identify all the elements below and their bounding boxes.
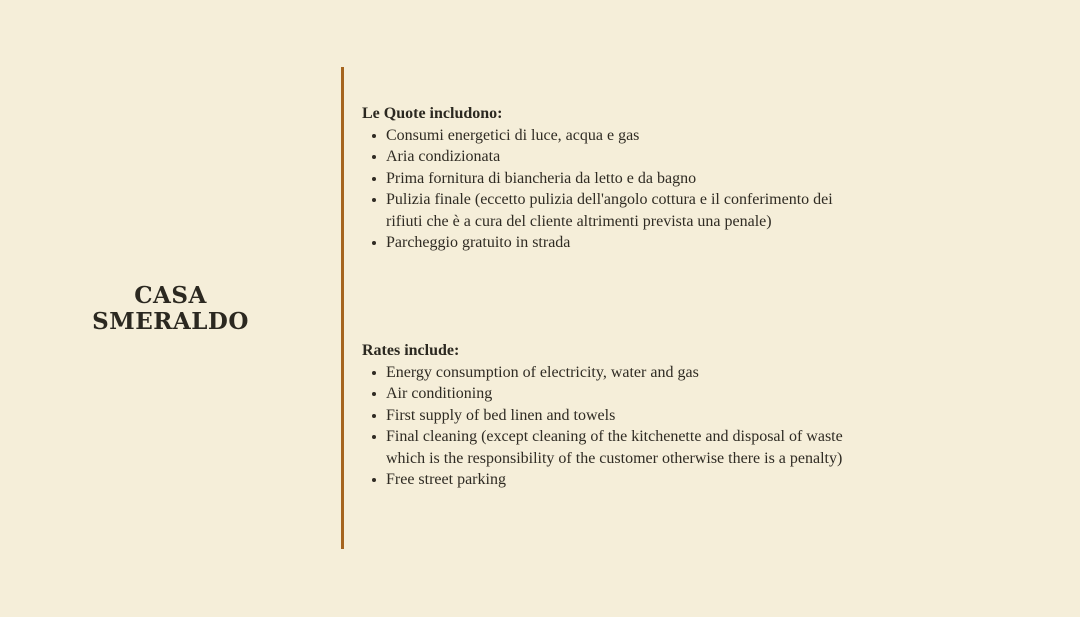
list-item: Free street parking (386, 469, 844, 491)
list-item: Prima fornitura di biancheria da letto e da bagno (386, 168, 844, 190)
list-item: Air conditioning (386, 383, 844, 405)
list-item: Consumi energetici di luce, acqua e gas (386, 125, 844, 147)
list-item: Energy consumption of electricity, water and gas (386, 362, 844, 384)
list-item: Aria condizionata (386, 146, 844, 168)
list-item: Pulizia finale (eccetto pulizia dell'angolo cottura e il conferimento dei rifiuti che è a cura del cliente altrimenti prevista una penale) (386, 189, 844, 232)
bullet-list-english (362, 362, 844, 491)
vertical-divider (341, 67, 344, 549)
list-item: Final cleaning (except cleaning of the kitchenette and disposal of waste which is the responsibility of the customer otherwise there is a penalty) (386, 426, 844, 469)
section-italian (362, 103, 844, 254)
list-item: First supply of bed linen and towels (386, 405, 844, 427)
section-heading-english: Rates include: (362, 342, 460, 359)
bullet-list-italian (362, 125, 844, 254)
property-title (0, 283, 341, 335)
section-heading-italian: Le Quote includono: (362, 105, 503, 122)
property-title-line1: CASA (134, 282, 207, 309)
property-title-line2: SMERALDO (92, 308, 249, 335)
list-item: Parcheggio gratuito in strada (386, 232, 844, 254)
section-english (362, 340, 844, 491)
